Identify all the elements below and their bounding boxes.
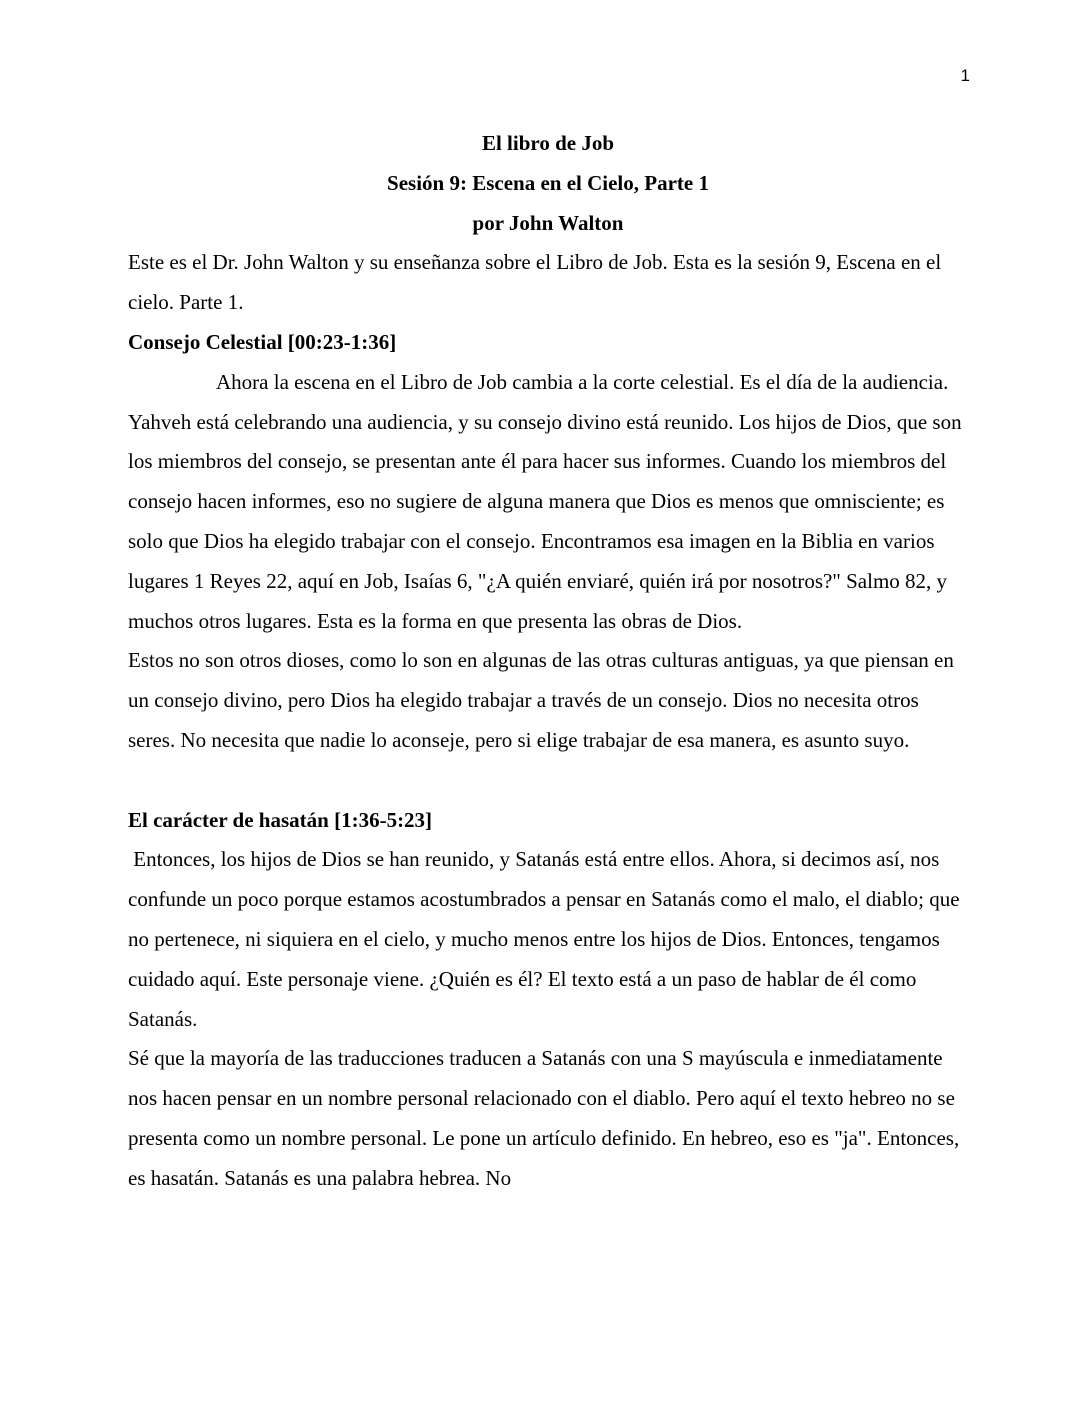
document-body [128,124,968,1199]
page-number: 1 [960,66,970,85]
section-heading-hasatan: El carácter de hasatán [1:36-5:23] [128,807,433,832]
document-title: El libro de Job [481,131,615,155]
paragraph: Sé que la mayoría de las traducciones traducen a Satanás con una S mayúscula e inmediatamente nos hacen pensar en un nombre personal relacionado con el diablo. Pero aquí el texto hebreo no se presenta como un nombre personal. Le pone un artículo definido. En hebreo, eso es "ja". Entonces, es hasatán. Satanás es una palabra hebrea. No [128,1046,960,1190]
paragraph: Ahora la escena en el Libro de Job cambia a la corte celestial. Es el día de la audiencia. Yahveh está celebrando una audiencia, y su consejo divino está reunido. Los hijos de Dios, que son los miembros del consejo, se presentan ante él para hacer sus informes. Cuando los miembros del consejo hacen informes, eso no sugiere de alguna manera que Dios es menos que omnisciente; es solo que Dios ha elegido trabajar con el consejo. Encontramos esa imagen en la Biblia en varios lugares 1 Reyes 22, aquí en Job, Isaías 6, "¿A quién enviaré, quién irá por nosotros?" Salmo 82, y muchos otros lugares. Esta es la forma en que presenta las obras de Dios. [128,369,962,633]
section-heading-consejo-celestial: Consejo Celestial [00:23-1:36] [128,329,397,354]
intro-paragraph: Este es el Dr. John Walton y su enseñanza sobre el Libro de Job. Esta es la sesión 9, Escena en el cielo. Parte 1. [128,250,942,315]
blank-line [128,761,968,801]
session-title: Sesión 9: Escena en el Cielo, Parte 1 [387,170,709,195]
paragraph: Estos no son otros dioses, como lo son en algunas de las otras culturas antiguas, ya que piensan en un consejo divino, pero Dios ha elegido trabajar a través de un consejo. Dios no necesita otros seres. No necesita que nadie lo aconseje, pero si elige trabajar de esa manera, es asunto suyo. [128,648,954,752]
paragraph: Entonces, los hijos de Dios se han reunido, y Satanás está entre ellos. Ahora, si decimos así, nos confunde un poco porque estamos acostumbrados a pensar en Satanás como el malo, el diablo; que no pertenece, ni siquiera en el cielo, y mucho menos entre los hijos de Dios. Entonces, tengamos cuidado aquí. Este personaje viene. ¿Quién es él? El texto está a un paso de hablar de él como Satanás. [128,847,965,1031]
author-line: por John Walton [472,210,624,235]
